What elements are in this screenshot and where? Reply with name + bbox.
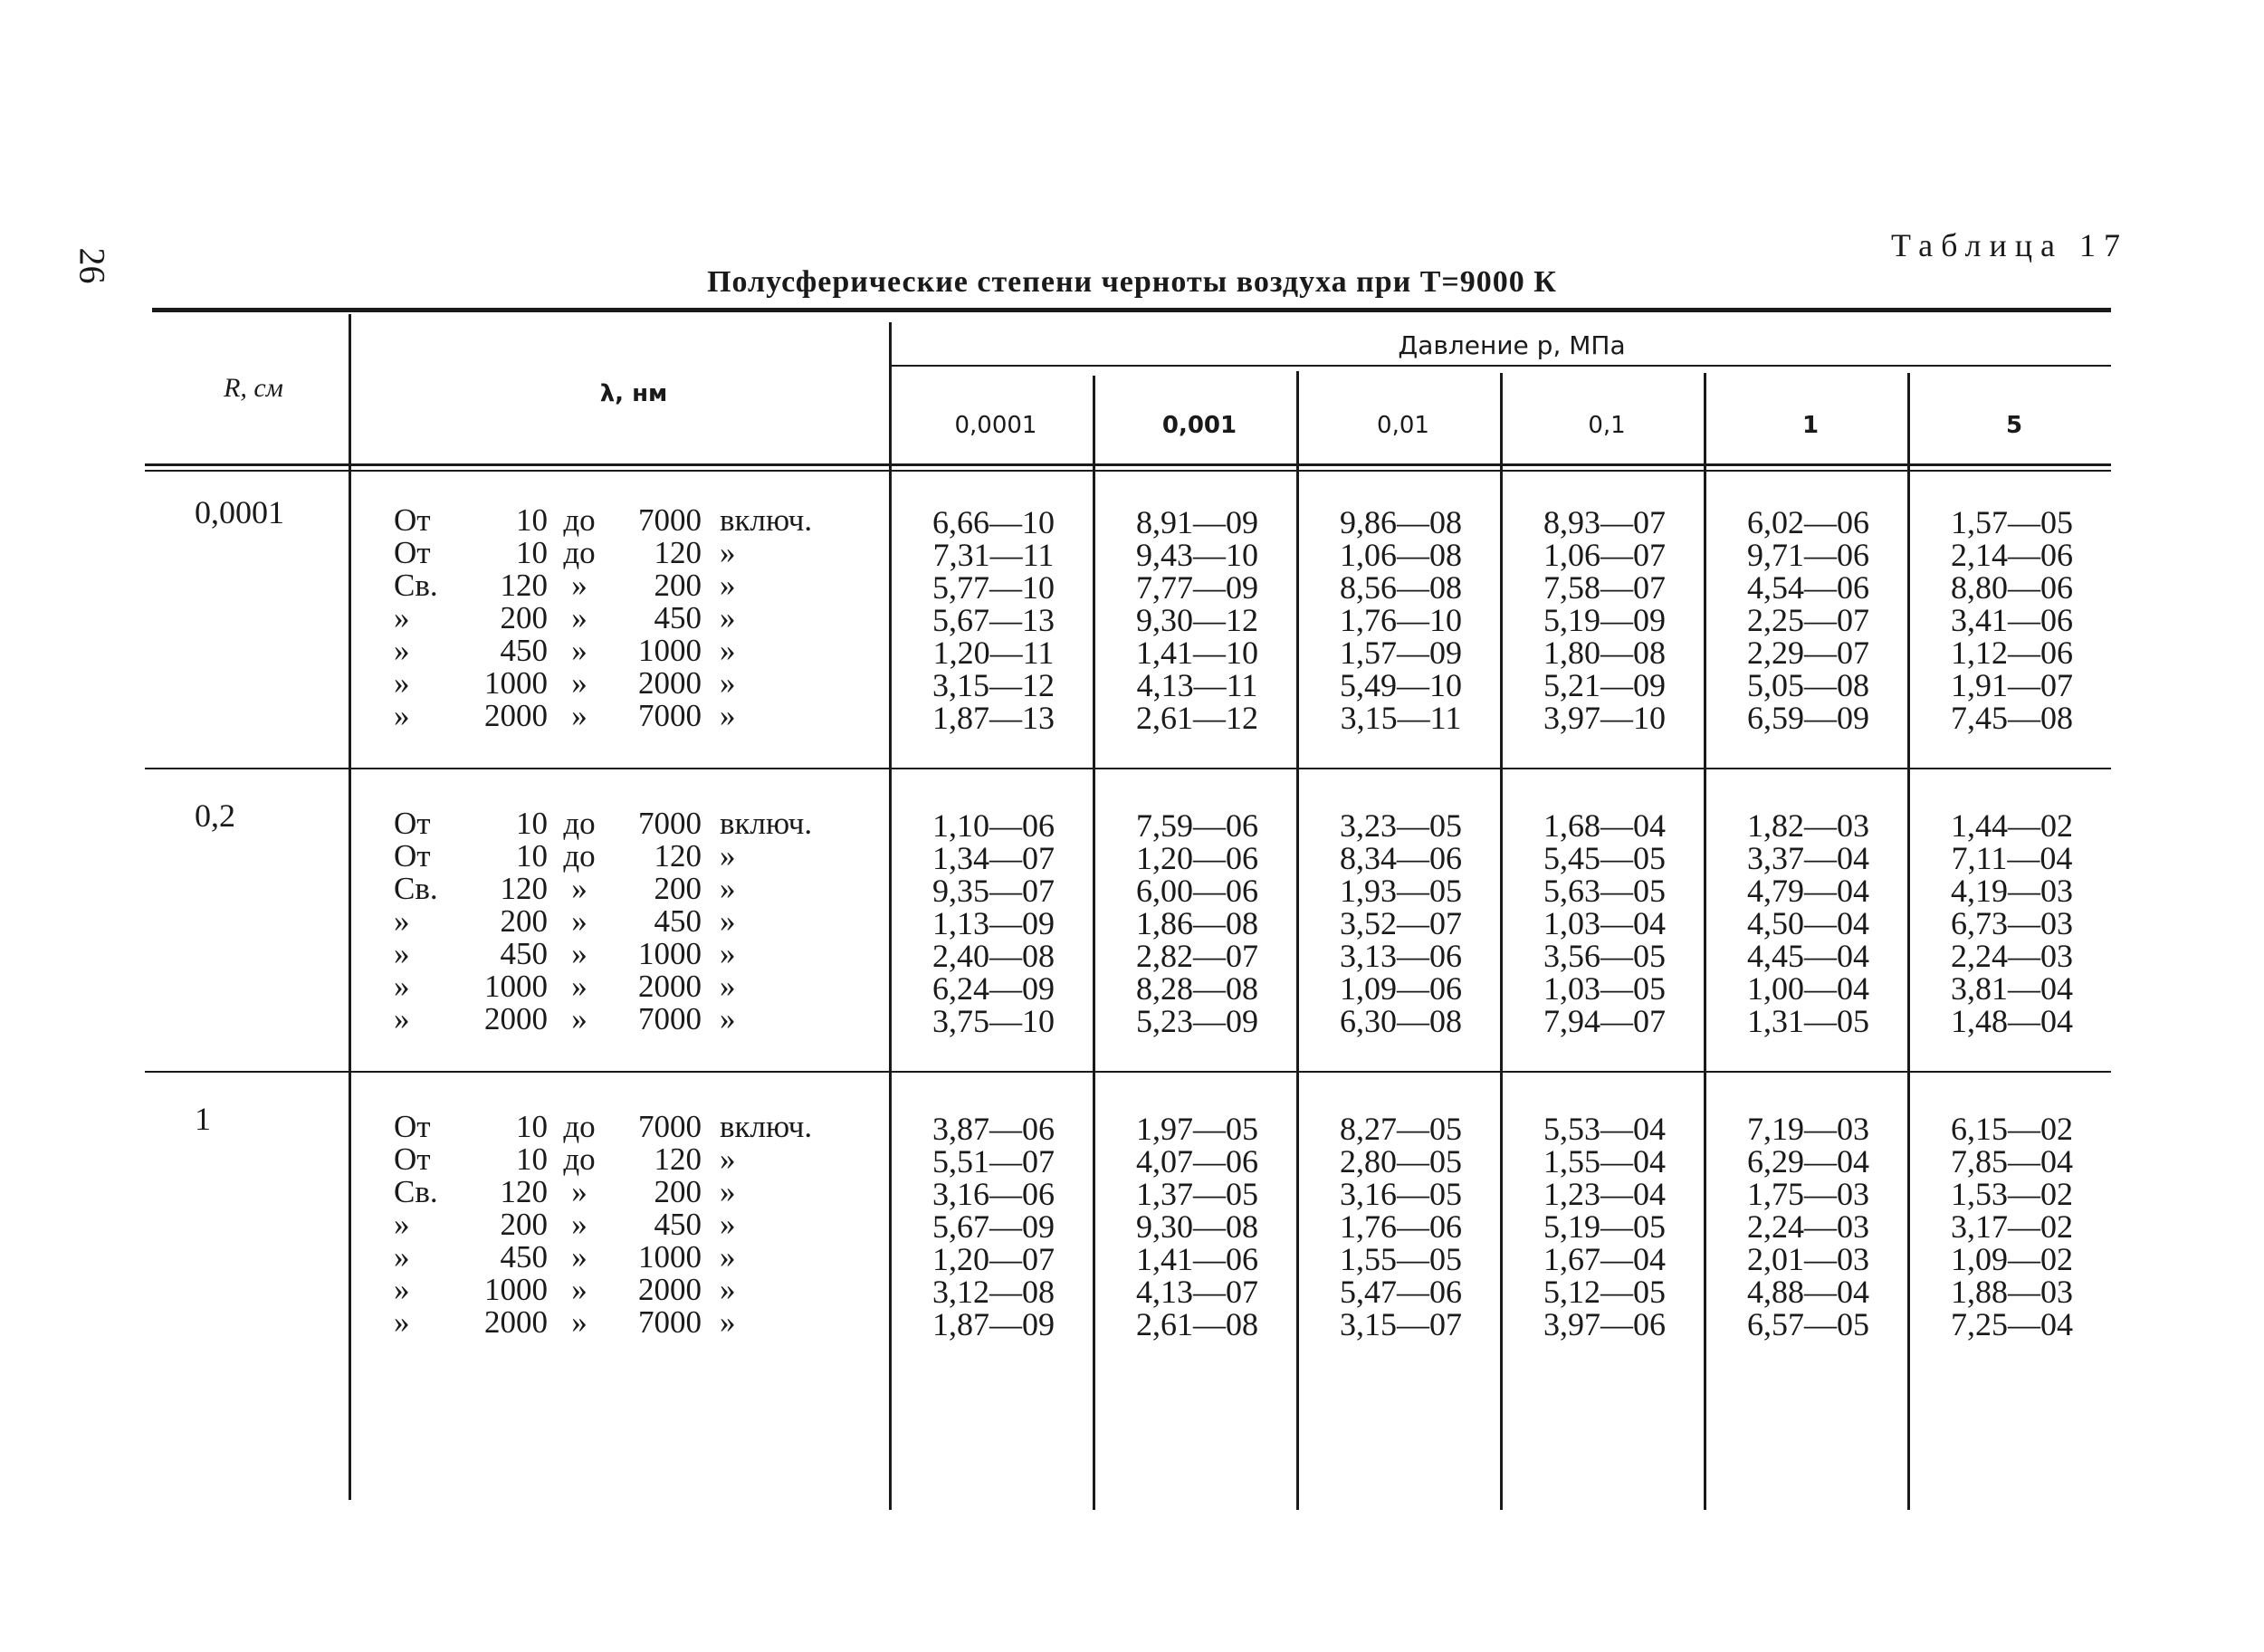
- wavelength-ranges: [394, 1111, 865, 1339]
- wavelength-range: От 10 до 7000 включ.: [394, 806, 813, 841]
- table-cell: 1,86—08: [1136, 905, 1258, 941]
- value-column: [1711, 1112, 1906, 1341]
- pressure-col-6: 5: [2005, 412, 2023, 439]
- table-cell: 5,05—08: [1747, 667, 1869, 703]
- table-cell: 3,15—12: [932, 667, 1055, 703]
- value-column: [1100, 1112, 1294, 1341]
- value-column: [1915, 506, 2109, 734]
- table-cell: 1,97—05: [1136, 1111, 1258, 1147]
- table-cell: 3,37—04: [1747, 840, 1869, 876]
- table-cell: 1,87—13: [932, 700, 1055, 736]
- table-cell: 1,10—06: [932, 807, 1055, 844]
- table-cell: 3,97—10: [1543, 700, 1666, 736]
- wavelength-range: » 2000 » 7000 »: [394, 698, 736, 733]
- table-cell: 7,59—06: [1136, 807, 1258, 844]
- table-cell: 7,31—11: [932, 537, 1055, 573]
- table-cell: 7,25—04: [1951, 1306, 2073, 1342]
- table-cell: 3,56—05: [1543, 938, 1666, 974]
- col-divider-r: [349, 314, 351, 1500]
- table-cell: 4,79—04: [1747, 873, 1869, 909]
- table-cell: 3,16—05: [1340, 1176, 1462, 1212]
- pressure-header: Давление p, МПа: [1398, 330, 1626, 360]
- r-value: 0,0001: [195, 494, 284, 530]
- table-cell: 6,59—09: [1747, 700, 1869, 736]
- table-cell: 1,55—04: [1543, 1143, 1666, 1179]
- value-column: [1304, 1112, 1498, 1341]
- table-cell: 8,28—08: [1136, 970, 1258, 1007]
- table-cell: 3,13—06: [1340, 938, 1462, 974]
- table-cell: 1,20—06: [1136, 840, 1258, 876]
- wavelength-range: От 10 до 7000 включ.: [394, 502, 813, 538]
- value-column: [1711, 506, 1906, 734]
- table-cell: 1,48—04: [1951, 1003, 2073, 1039]
- table-cell: 7,85—04: [1951, 1143, 2073, 1179]
- wavelength-range: » 1000 » 2000 »: [394, 969, 736, 1004]
- wavelength-range: Св. 120 » 200 »: [394, 1174, 736, 1209]
- value-column: [1507, 506, 1702, 734]
- r-value: 0,2: [195, 797, 235, 834]
- table-cell: 1,06—07: [1543, 537, 1666, 573]
- wavelength-range: От 10 до 120 »: [394, 838, 736, 874]
- table-cell: 3,17—02: [1951, 1208, 2073, 1245]
- wavelength-range: Св. 120 » 200 »: [394, 871, 736, 906]
- table-cell: 5,77—10: [932, 569, 1055, 606]
- table-cell: 5,12—05: [1543, 1274, 1666, 1310]
- table-cell: 7,11—04: [1951, 840, 2073, 876]
- table-cell: 1,23—04: [1543, 1176, 1666, 1212]
- table-cell: 3,16—06: [932, 1176, 1055, 1212]
- table-cell: 9,86—08: [1340, 504, 1462, 540]
- table-cell: 1,06—08: [1340, 537, 1462, 573]
- table-cell: 3,41—06: [1951, 602, 2073, 638]
- pressure-col-2: 0,001: [1161, 412, 1237, 439]
- value-column: [1507, 1112, 1702, 1341]
- wavelength-range: » 2000 » 7000 »: [394, 1304, 736, 1340]
- wavelength-range: » 450 » 1000 »: [394, 1239, 736, 1275]
- table-cell: 5,63—05: [1543, 873, 1666, 909]
- table-cell: 8,93—07: [1543, 504, 1666, 540]
- table-cell: 5,67—09: [932, 1208, 1055, 1245]
- table-cell: 8,91—09: [1136, 504, 1258, 540]
- table-cell: 3,15—11: [1340, 700, 1462, 736]
- pressure-col-3: 0,01: [1377, 412, 1429, 439]
- table-cell: 2,80—05: [1340, 1143, 1462, 1179]
- header-bottom-rule: [145, 463, 2111, 466]
- table-cell: 7,58—07: [1543, 569, 1666, 606]
- value-column: [896, 506, 1091, 734]
- wavelength-ranges: [394, 504, 865, 732]
- table-cell: 4,45—04: [1747, 938, 1869, 974]
- col-divider-p6: [1907, 373, 1910, 1510]
- table-cell: 8,80—06: [1951, 569, 2073, 606]
- wavelength-range: » 200 » 450 »: [394, 903, 736, 939]
- table-cell: 3,12—08: [932, 1274, 1055, 1310]
- wavelength-range: Св. 120 » 200 »: [394, 568, 736, 603]
- table-cell: 4,13—11: [1136, 667, 1258, 703]
- value-column: [1304, 506, 1498, 734]
- table-cell: 6,02—06: [1747, 504, 1869, 540]
- table-cell: 5,51—07: [932, 1143, 1055, 1179]
- table-cell: 1,31—05: [1747, 1003, 1869, 1039]
- table-cell: 7,94—07: [1543, 1003, 1666, 1039]
- table-cell: 2,14—06: [1951, 537, 2073, 573]
- wavelength-range: » 200 » 450 »: [394, 1207, 736, 1242]
- table-cell: 5,19—09: [1543, 602, 1666, 638]
- table-cell: 3,52—07: [1340, 905, 1462, 941]
- table-cell: 4,19—03: [1951, 873, 2073, 909]
- table-label: Таблица 17: [1891, 227, 2128, 263]
- table-cell: 1,67—04: [1543, 1241, 1666, 1277]
- top-rule: [152, 308, 2111, 312]
- wavelength-range: » 450 » 1000 »: [394, 633, 736, 668]
- table-cell: 4,07—06: [1136, 1143, 1258, 1179]
- pressure-col-4: 0,1: [1588, 412, 1626, 439]
- table-cell: 6,30—08: [1340, 1003, 1462, 1039]
- table-cell: 4,50—04: [1747, 905, 1869, 941]
- table-cell: 1,20—11: [932, 635, 1055, 671]
- table-cell: 1,57—09: [1340, 635, 1462, 671]
- value-column: [1304, 809, 1498, 1037]
- value-column: [1507, 809, 1702, 1037]
- value-column: [1915, 1112, 2109, 1341]
- table-cell: 1,12—06: [1951, 635, 2073, 671]
- table-title: Полусферические степени черноты воздуха при T=9000 К: [707, 265, 1557, 299]
- table-cell: 5,49—10: [1340, 667, 1462, 703]
- table-cell: 3,15—07: [1340, 1306, 1462, 1342]
- table-cell: 1,75—03: [1747, 1176, 1869, 1212]
- table-cell: 5,19—05: [1543, 1208, 1666, 1245]
- table-cell: 2,24—03: [1951, 938, 2073, 974]
- table-cell: 5,45—05: [1543, 840, 1666, 876]
- pressure-col-1: 0,0001: [954, 412, 1037, 439]
- wavelength-range: » 1000 » 2000 »: [394, 665, 736, 701]
- table-cell: 1,80—08: [1543, 635, 1666, 671]
- table-cell: 8,34—06: [1340, 840, 1462, 876]
- table-cell: 6,15—02: [1951, 1111, 2073, 1147]
- table-cell: 1,87—09: [932, 1306, 1055, 1342]
- wavelength-range: » 200 » 450 »: [394, 600, 736, 635]
- table-cell: 1,41—06: [1136, 1241, 1258, 1277]
- table-cell: 9,71—06: [1747, 537, 1869, 573]
- table-cell: 7,19—03: [1747, 1111, 1869, 1147]
- table-cell: 1,41—10: [1136, 635, 1258, 671]
- table-cell: 8,27—05: [1340, 1111, 1462, 1147]
- table-cell: 1,88—03: [1951, 1274, 2073, 1310]
- table-cell: 1,76—10: [1340, 602, 1462, 638]
- wavelength-range: » 2000 » 7000 »: [394, 1001, 736, 1036]
- wavelength-range: » 1000 » 2000 »: [394, 1272, 736, 1307]
- table-cell: 9,43—10: [1136, 537, 1258, 573]
- value-column: [896, 809, 1091, 1037]
- table-cell: 5,47—06: [1340, 1274, 1462, 1310]
- table-cell: 9,30—12: [1136, 602, 1258, 638]
- value-column: [1100, 506, 1294, 734]
- value-column: [1100, 809, 1294, 1037]
- wavelength-ranges: [394, 807, 865, 1036]
- table-cell: 5,21—09: [1543, 667, 1666, 703]
- table-cell: 6,57—05: [1747, 1306, 1869, 1342]
- wavelength-range: От 10 до 7000 включ.: [394, 1109, 813, 1144]
- table-cell: 3,81—04: [1951, 970, 2073, 1007]
- table-cell: 2,24—03: [1747, 1208, 1869, 1245]
- table-cell: 2,25—07: [1747, 602, 1869, 638]
- table-cell: 7,77—09: [1136, 569, 1258, 606]
- table-cell: 1,09—06: [1340, 970, 1462, 1007]
- header-bottom-rule-2: [145, 470, 2111, 472]
- table-cell: 1,13—09: [932, 905, 1055, 941]
- table-cell: 3,97—06: [1543, 1306, 1666, 1342]
- table-cell: 1,09—02: [1951, 1241, 2073, 1277]
- value-column: [1711, 809, 1906, 1037]
- pressure-rule: [892, 365, 2111, 367]
- table-cell: 2,01—03: [1747, 1241, 1869, 1277]
- r-value: 1: [195, 1101, 211, 1137]
- table-cell: 1,20—07: [932, 1241, 1055, 1277]
- table-cell: 9,30—08: [1136, 1208, 1258, 1245]
- lambda-header: λ, нм: [599, 380, 668, 407]
- table-cell: 1,03—05: [1543, 970, 1666, 1007]
- wavelength-range: От 10 до 120 »: [394, 1141, 736, 1177]
- table-cell: 1,55—05: [1340, 1241, 1462, 1277]
- page-number: 26: [72, 247, 113, 284]
- table-cell: 5,67—13: [932, 602, 1055, 638]
- value-column: [896, 1112, 1091, 1341]
- table-cell: 4,13—07: [1136, 1274, 1258, 1310]
- table-cell: 1,82—03: [1747, 807, 1869, 844]
- table-cell: 6,73—03: [1951, 905, 2073, 941]
- table-cell: 3,75—10: [932, 1003, 1055, 1039]
- table-cell: 2,61—12: [1136, 700, 1258, 736]
- table-cell: 1,91—07: [1951, 667, 2073, 703]
- wavelength-range: » 450 » 1000 »: [394, 936, 736, 971]
- table-cell: 1,37—05: [1136, 1176, 1258, 1212]
- wavelength-range: От 10 до 120 »: [394, 535, 736, 570]
- table-cell: 4,88—04: [1747, 1274, 1869, 1310]
- table-cell: 2,61—08: [1136, 1306, 1258, 1342]
- table-cell: 1,34—07: [932, 840, 1055, 876]
- table-cell: 3,23—05: [1340, 807, 1462, 844]
- col-divider-p4: [1500, 373, 1503, 1510]
- table-cell: 8,56—08: [1340, 569, 1462, 606]
- table-cell: 2,82—07: [1136, 938, 1258, 974]
- table-cell: 9,35—07: [932, 873, 1055, 909]
- col-divider-p2: [1093, 376, 1095, 1510]
- col-divider-p5: [1704, 373, 1706, 1510]
- table-cell: 5,53—04: [1543, 1111, 1666, 1147]
- table-cell: 7,45—08: [1951, 700, 2073, 736]
- col-divider-p3: [1296, 371, 1299, 1510]
- table-cell: 6,24—09: [932, 970, 1055, 1007]
- table-cell: 6,00—06: [1136, 873, 1258, 909]
- table-cell: 6,29—04: [1747, 1143, 1869, 1179]
- table-cell: 1,53—02: [1951, 1176, 2073, 1212]
- table-cell: 3,87—06: [932, 1111, 1055, 1147]
- table-cell: 1,00—04: [1747, 970, 1869, 1007]
- table-cell: 1,76—06: [1340, 1208, 1462, 1245]
- value-column: [1915, 809, 2109, 1037]
- table-cell: 2,29—07: [1747, 635, 1869, 671]
- table-cell: 1,44—02: [1951, 807, 2073, 844]
- table-cell: 1,03—04: [1543, 905, 1666, 941]
- pressure-col-5: 1: [1801, 412, 1820, 439]
- table-cell: 1,68—04: [1543, 807, 1666, 844]
- table-cell: 5,23—09: [1136, 1003, 1258, 1039]
- table-cell: 1,57—05: [1951, 504, 2073, 540]
- table-cell: 4,54—06: [1747, 569, 1869, 606]
- group-divider-2: [145, 1071, 2111, 1073]
- col-divider-lambda: [889, 322, 892, 1510]
- table-cell: 2,40—08: [932, 938, 1055, 974]
- r-header: R, см: [224, 373, 283, 403]
- group-divider-1: [145, 768, 2111, 769]
- table-cell: 6,66—10: [932, 504, 1055, 540]
- table-cell: 1,93—05: [1340, 873, 1462, 909]
